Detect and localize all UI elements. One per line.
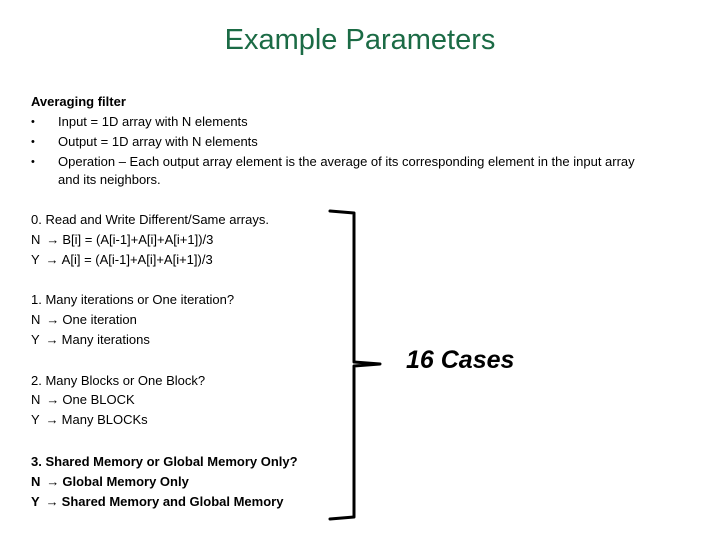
- param-1-y-label: Y: [31, 332, 40, 347]
- right-arrow-icon: →: [46, 392, 60, 407]
- param-3-y-text: Shared Memory and Global Memory: [61, 494, 284, 509]
- bullet-marker: •: [31, 136, 35, 148]
- bullet-output: Output = 1D array with N elements: [58, 134, 258, 149]
- right-arrow-icon: →: [45, 252, 59, 267]
- bullet-operation-continued: and its neighbors.: [58, 172, 161, 187]
- param-3-y-label: Y: [31, 494, 40, 509]
- param-2-n-text: One BLOCK: [62, 392, 135, 407]
- intro-heading: Averaging filter: [31, 94, 126, 109]
- param-1-n-text: One iteration: [62, 312, 137, 327]
- bullet-input: Input = 1D array with N elements: [58, 114, 248, 129]
- param-2-n-label: N: [31, 392, 41, 407]
- param-1-heading: 1. Many iterations or One iteration?: [31, 292, 235, 307]
- param-0-heading: 0. Read and Write Different/Same arrays.: [31, 212, 269, 227]
- param-0-y-text: A[i] = (A[i-1]+A[i]+A[i+1])/3: [61, 252, 213, 267]
- right-arrow-icon: →: [45, 494, 59, 509]
- param-0-n-text: B[i] = (A[i-1]+A[i]+A[i+1])/3: [62, 232, 214, 247]
- result-label: 16 Cases: [406, 346, 515, 374]
- param-0-n-label: N: [31, 232, 41, 247]
- param-3-n-text: Global Memory Only: [62, 474, 189, 489]
- param-3-n-label: N: [31, 474, 41, 489]
- param-2-y-text: Many BLOCKs: [61, 412, 148, 427]
- param-1-n-label: N: [31, 312, 41, 327]
- right-arrow-icon: →: [45, 332, 59, 347]
- param-2-y-label: Y: [31, 412, 40, 427]
- bullet-marker: •: [31, 156, 35, 168]
- bullet-operation: Operation – Each output array element is the average of its corresponding element in the input array: [58, 154, 635, 169]
- right-arrow-icon: →: [46, 474, 60, 489]
- param-3-heading: 3. Shared Memory or Global Memory Only?: [31, 454, 298, 469]
- param-2-heading: 2. Many Blocks or One Block?: [31, 373, 206, 388]
- right-arrow-icon: →: [45, 412, 59, 427]
- page-title: Example Parameters: [224, 24, 496, 56]
- right-arrow-icon: →: [46, 312, 60, 327]
- param-1-y-text: Many iterations: [61, 332, 150, 347]
- right-arrow-icon: →: [46, 232, 60, 247]
- bullet-marker: •: [31, 116, 35, 128]
- param-0-y-label: Y: [31, 252, 40, 267]
